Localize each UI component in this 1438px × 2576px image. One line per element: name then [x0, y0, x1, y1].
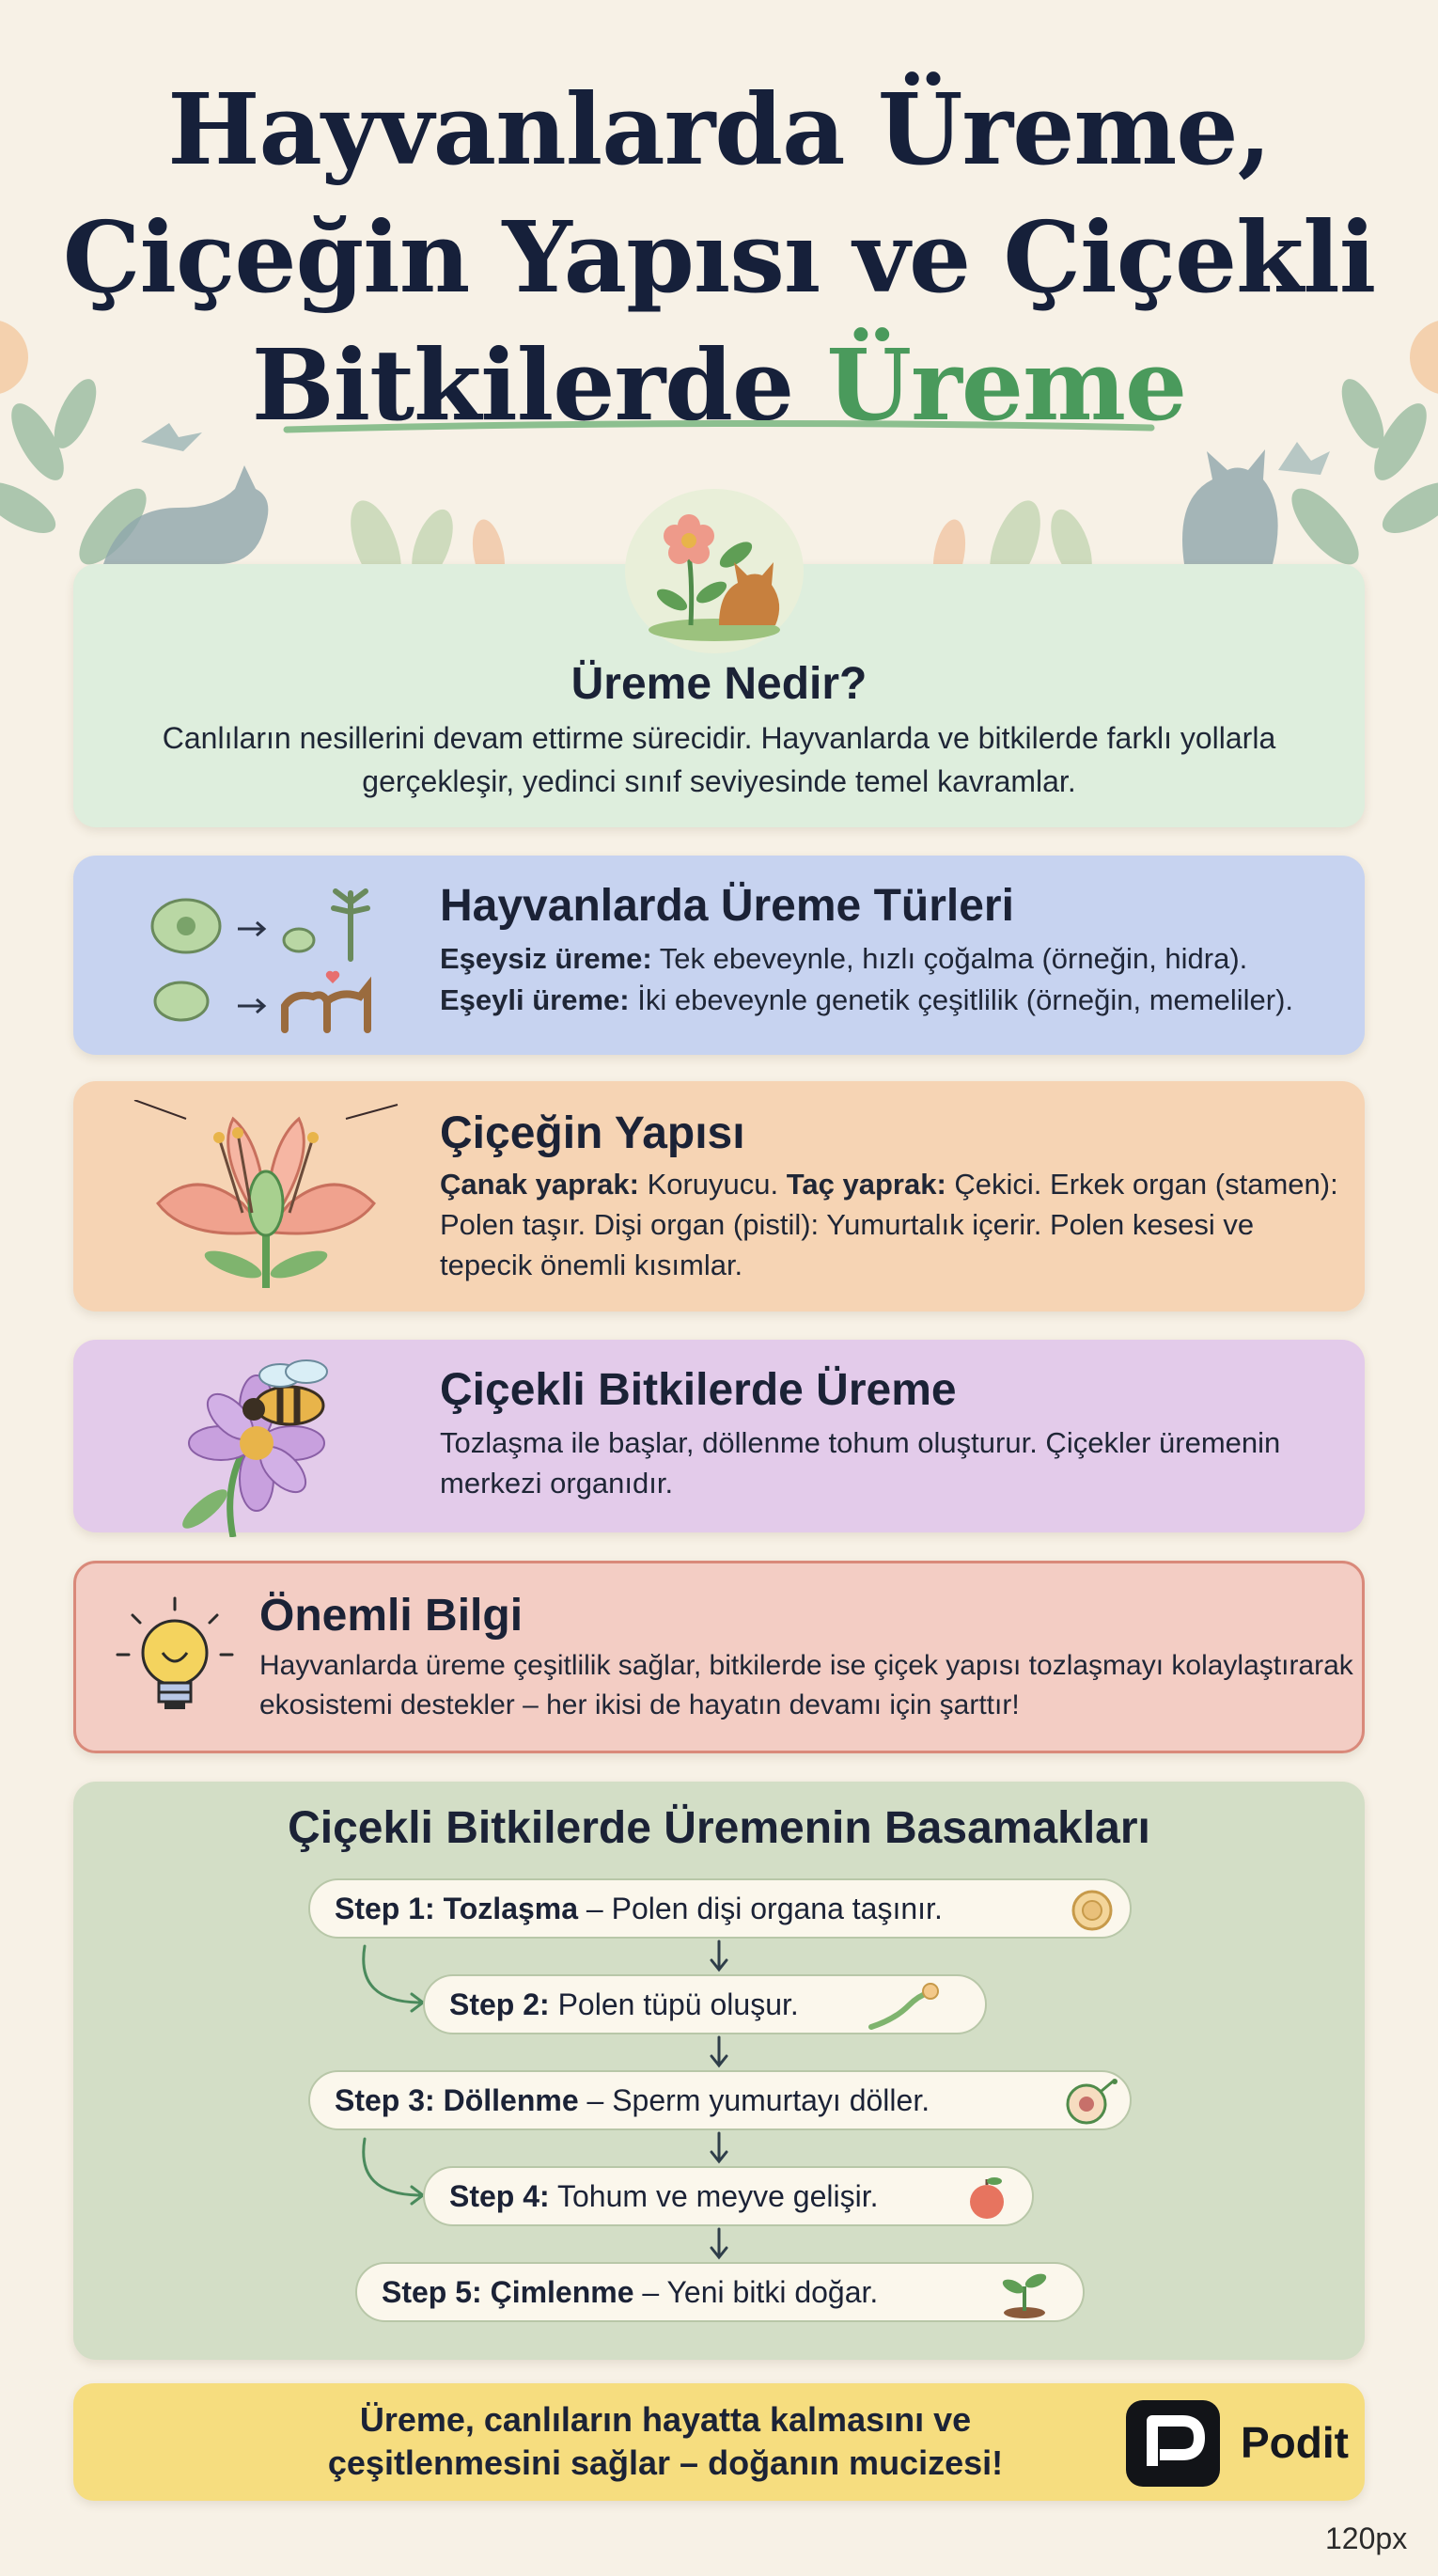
- sexual-label: Eşeyli üreme:: [440, 983, 630, 1016]
- petal-text: Çekici. Erkek organ (stamen): Polen taşır. Dişi organ (pistil): Yumurtalık içerir. Polen kesesi ve tepecik önemli kısımlar.: [440, 1168, 1338, 1281]
- step-label: Step 5: Çimlenme: [382, 2275, 634, 2309]
- flower-and-cat-icon: [625, 489, 804, 653]
- card-title: Çiçeğin Yapısı: [440, 1108, 745, 1158]
- step-text: – Yeni bitki doğar.: [633, 2275, 879, 2309]
- steps-title: Çiçekli Bitkilerde Üremenin Basamakları: [288, 1803, 1150, 1853]
- step-4: [423, 2166, 1034, 2226]
- card-flowering-plant-reproduction: [73, 1340, 1365, 1532]
- fruit-icon: [962, 2174, 1011, 2223]
- asexual-label: Eşeysiz üreme:: [440, 942, 652, 975]
- lightbulb-icon: [114, 1596, 236, 1719]
- card-important-info: [73, 1561, 1365, 1753]
- step-text: Polen tüpü oluşur.: [549, 1987, 799, 2021]
- footer-text: Üreme, canlıların hayatta kalmasını ve çeşitlenmesini sağlar – doğanın mucizesi!: [327, 2400, 1004, 2482]
- card-text: Hayvanlarda üreme çeşitlilik sağlar, bitkilerde ise çiçek yapısı tozlaşmayı kolaylaştırarak ekosistemi destekler – her ikisi de hayatın devamı için şarttır!: [259, 1650, 1353, 1720]
- step-3: [308, 2070, 1132, 2130]
- title-line-3-prefix: Bitkilerde: [251, 327, 827, 443]
- brand-name[interactable]: Podit: [1241, 2418, 1349, 2467]
- card-reproduction-steps: [73, 1782, 1365, 2360]
- card-text: Canlıların nesillerini devam ettirme sürecidir. Hayvanlarda ve bitkilerde farklı yollarla gerçekleşir, yedinci sınıf seviyesinde temel kavramlar.: [162, 721, 1276, 798]
- step-2: [423, 1974, 987, 2034]
- step-label: Step 3: Döllenme: [335, 2083, 579, 2117]
- title-line-2: Çiçeğin Yapısı ve Çiçekli: [62, 199, 1376, 315]
- size-label: 120px: [1325, 2521, 1408, 2555]
- cell-division-and-animals-icon: [148, 874, 393, 1039]
- flower-anatomy-icon: [130, 1100, 402, 1297]
- step-text: – Polen dişi organa taşınır.: [578, 1892, 943, 1925]
- title-accent: Üreme: [826, 327, 1187, 443]
- card-animal-reproduction: [73, 856, 1365, 1055]
- card-title: Çiçekli Bitkilerde Üreme: [440, 1365, 957, 1415]
- card-text: [440, 938, 1352, 1021]
- title-line-1: Hayvanlarda Üreme,: [167, 71, 1271, 187]
- pollen-tube-icon: [867, 1982, 942, 2031]
- step-label: Step 1: Tozlaşma: [335, 1892, 579, 1925]
- pollen-icon: [1068, 1886, 1117, 1935]
- step-label: Step 2:: [449, 1987, 550, 2021]
- step-text: Tohum ve meyve gelişir.: [549, 2179, 879, 2213]
- card-title: Önemli Bilgi: [259, 1591, 524, 1641]
- card-flower-structure: [73, 1081, 1365, 1312]
- card-title: Hayvanlarda Üreme Türleri: [440, 881, 1014, 931]
- page-title: [0, 66, 1438, 449]
- sepal-text: Koruyucu.: [638, 1168, 787, 1201]
- sprout-icon: [996, 2270, 1053, 2318]
- title-underline: [282, 418, 1156, 435]
- step-1: [308, 1878, 1132, 1939]
- footer-banner: [73, 2383, 1365, 2501]
- sepal-label: Çanak yaprak:: [440, 1168, 639, 1201]
- card-text: [440, 1164, 1342, 1285]
- step-5: [355, 2262, 1085, 2322]
- egg-cell-icon: [1062, 2078, 1118, 2127]
- asexual-text: Tek ebeveynle, hızlı çoğalma (örneğin, hidra).: [651, 942, 1248, 975]
- petal-label: Taç yaprak:: [786, 1168, 946, 1201]
- podit-logo-icon: [1126, 2400, 1220, 2487]
- card-title: Üreme Nedir?: [571, 659, 867, 709]
- sexual-text: İki ebeveynle genetik çeşitlilik (örneğin, memeliler).: [629, 983, 1294, 1016]
- step-text: – Sperm yumurtayı döller.: [578, 2083, 930, 2117]
- card-text: Tozlaşma ile başlar, döllenme tohum oluşturur. Çiçekler üremenin merkezi organıdır.: [440, 1426, 1281, 1500]
- step-label: Step 4:: [449, 2179, 550, 2213]
- bee-on-flower-icon: [167, 1349, 393, 1537]
